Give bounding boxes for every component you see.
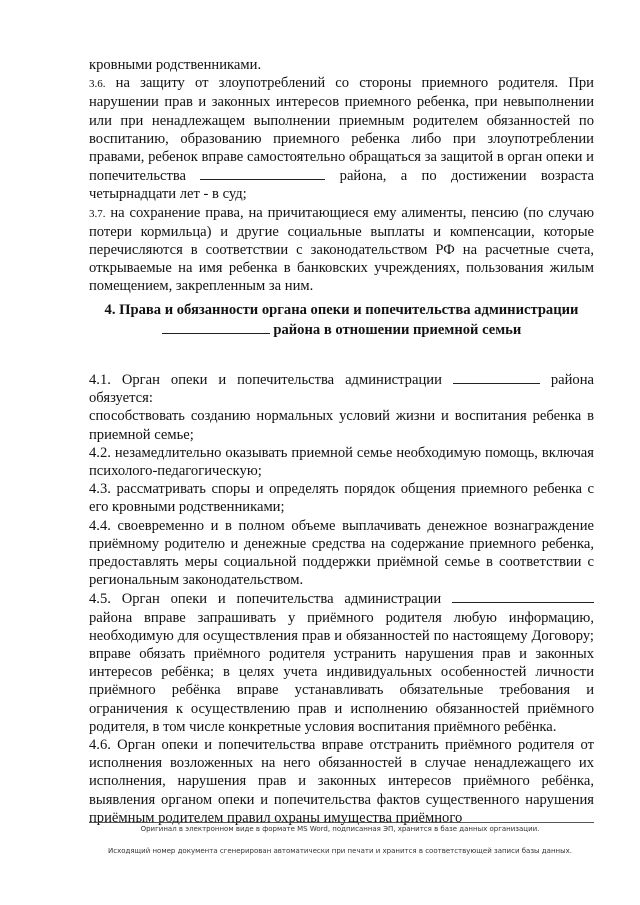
footer-note-2: Исходящий номер документа сгенерирован автоматически при печати и хранится в соответствующей записи базы данных. <box>108 847 572 855</box>
paragraph-4-1 <box>89 370 594 407</box>
heading-line-2-text: района в отношении приемной семьи <box>273 322 522 338</box>
paragraph-text: района вправе запрашивать у приёмного родителя любую информацию, необходимую для осуществления прав и обязанностей по настоящему Договору; вправе обязать приёмного родителя устранить нарушения прав и законных интересов ребёнка; в целях учета индивидуальных особенностей личности приёмного ребёнка вправе устанавливать обязательные требования и ограничения к осуществлению прав и исполнению обязанностей приёмного родителя, в том числе конкретные условия воспитания приёмного ребёнка. <box>89 609 594 735</box>
paragraph-4-5 <box>89 589 594 736</box>
section-3-continuation <box>89 56 594 296</box>
heading-line-2 <box>89 320 594 340</box>
blank-line <box>162 320 270 334</box>
section-4-body <box>89 370 594 827</box>
footer-divider <box>89 822 594 823</box>
paragraph-text: на защиту от злоупотреблений со стороны приемного родителя. При нарушении прав и законных интересов приемного ребенка, при невыполнении или при ненадлежащем выполнении приемным родителем обязанностей по воспитанию, образованию приемного ребенка либо при злоупотреблении правами, ребенок вправе самостоятельно обращаться за защитой в орган опеки и попечительства <box>89 75 594 185</box>
paragraph-text: 4.1. Орган опеки и попечительства администрации <box>89 372 442 388</box>
paragraph-4-2: 4.2. незамедлительно оказывать приемной семье необходимую помощь, включая психолого-педагогическую; <box>89 444 594 480</box>
paragraph-text: 4.5. Орган опеки и попечительства администрации <box>89 591 442 608</box>
paragraph-text: района обязуется: <box>89 372 594 407</box>
paragraph-text: на сохранение права, на причитающиеся ему алименты, пенсию (по случаю потери кормильца) и другие социальные выплаты и компенсации, которые перечисляются в соответствии с законодательством РФ на расчетные счета, открываемые на имя ребенка в банковских учреждениях, пользования жилым помещением, закрепленным за ним. <box>89 204 595 295</box>
heading-line-1: 4. Права и обязанности органа опеки и попечительства администрации <box>104 302 579 318</box>
item-number: 3.7. <box>89 207 106 220</box>
paragraph-4-3: 4.3. рассматривать споры и определять порядок общения приемного ребенка с его кровными родственниками; <box>89 481 594 516</box>
paragraph-3-5-tail: кровными родственниками. <box>89 57 262 73</box>
section-4-heading <box>89 300 594 340</box>
paragraph-4-6: 4.6. Орган опеки и попечительства вправе отстранить приёмного родителя от исполнения возложенных на него обязанностей в случае ненадлежащего их исполнения, нарушения прав и законных интересов приёмного ребёнка, выявления органом опеки и попечительства фактов существенного нарушения приёмным родителем правил охраны имущества приёмного <box>89 737 594 826</box>
paragraph-3-6 <box>89 74 594 203</box>
item-number: 3.6. <box>89 78 106 91</box>
footer-note-1: Оригинал в электронном виде в формате MS Word, подписанная ЭП, хранится в базе данных организации. <box>140 825 540 833</box>
blank-line <box>200 166 325 180</box>
paragraph-text: района, а по достижении возраста четырнадцати лет - в суд; <box>89 168 594 203</box>
paragraph-4-4: 4.4. своевременно и в полном объеме выплачивать денежное вознаграждение приёмному родителю и денежные средства на содержание приемного ребенка, предоставлять меры социальной поддержки приёмной семье в соответствии с региональным законодательством. <box>89 517 594 589</box>
paragraph-4-1-continued: способствовать созданию нормальных условий жизни и воспитания ребенка в приемной семье; <box>89 408 594 443</box>
paragraph-3-7 <box>89 204 594 296</box>
blank-line <box>453 370 540 384</box>
blank-line <box>452 589 594 603</box>
